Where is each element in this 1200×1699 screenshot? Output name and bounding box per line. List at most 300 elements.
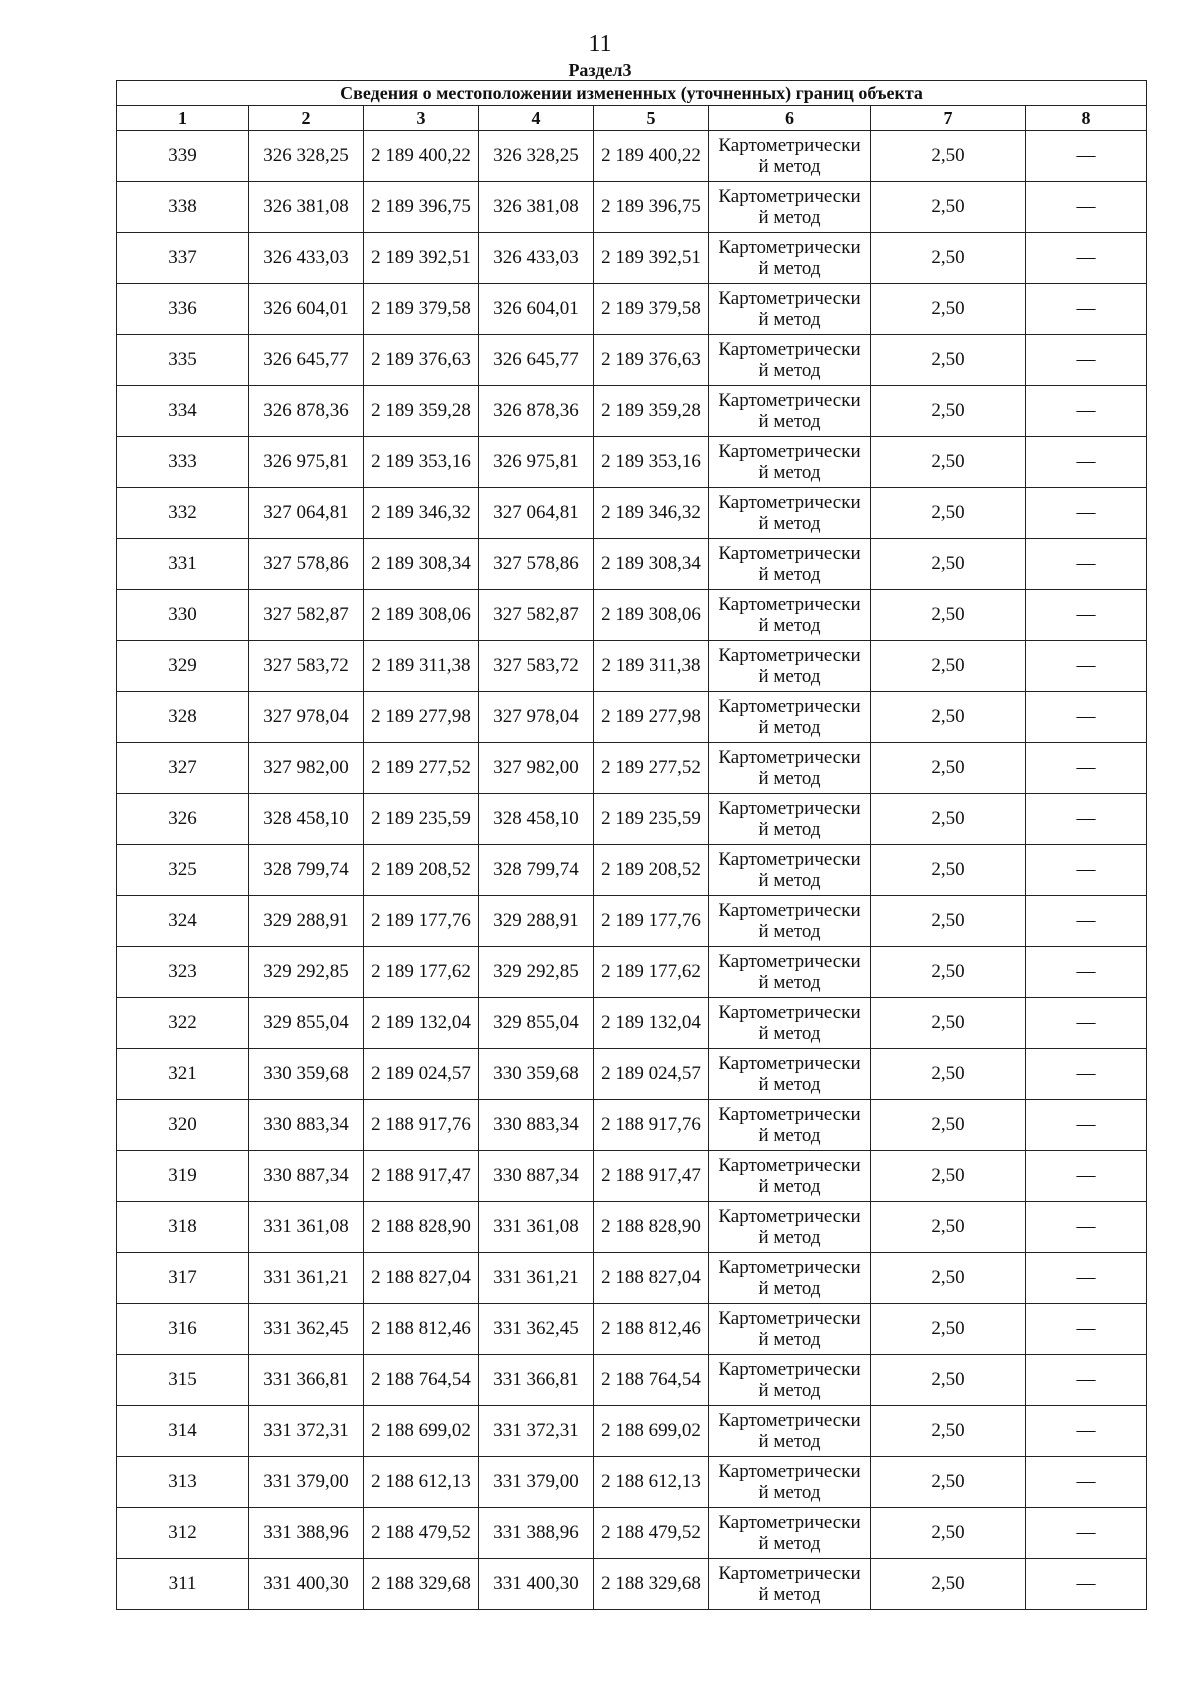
point-number-cell: 314 (117, 1406, 249, 1457)
y-existing-cell: 2 189 308,06 (364, 590, 479, 641)
method-cell (709, 131, 871, 182)
page-number: 11 (588, 31, 612, 57)
accuracy-cell: 2,50 (871, 1202, 1026, 1253)
method-line-1: Картометрически (718, 135, 861, 156)
y-new-cell: 2 189 024,57 (594, 1049, 709, 1100)
coordinates-table (116, 80, 1147, 1610)
accuracy-cell: 2,50 (871, 437, 1026, 488)
table-row (117, 947, 1147, 998)
method-line-2: й метод (758, 1482, 821, 1503)
table-row (117, 488, 1147, 539)
accuracy-cell: 2,50 (871, 845, 1026, 896)
y-new-cell: 2 189 392,51 (594, 233, 709, 284)
note-cell: — (1026, 1559, 1147, 1610)
method-cell (709, 1151, 871, 1202)
method-line-1: Картометрически (718, 1461, 861, 1482)
method-cell (709, 1049, 871, 1100)
point-number-cell: 337 (117, 233, 249, 284)
table-row (117, 386, 1147, 437)
method-cell (709, 1202, 871, 1253)
y-existing-cell: 2 188 828,90 (364, 1202, 479, 1253)
table-row (117, 743, 1147, 794)
point-number-cell: 316 (117, 1304, 249, 1355)
y-new-cell: 2 189 132,04 (594, 998, 709, 1049)
method-line-2: й метод (758, 258, 821, 279)
method-cell (709, 233, 871, 284)
point-number-cell: 335 (117, 335, 249, 386)
y-new-cell: 2 189 379,58 (594, 284, 709, 335)
method-line-2: й метод (758, 1176, 821, 1197)
method-cell (709, 641, 871, 692)
y-new-cell: 2 189 308,34 (594, 539, 709, 590)
method-line-2: й метод (758, 1278, 821, 1299)
accuracy-cell: 2,50 (871, 896, 1026, 947)
method-line-2: й метод (758, 870, 821, 891)
x-existing-cell: 331 372,31 (249, 1406, 364, 1457)
note-cell: — (1026, 1253, 1147, 1304)
method-line-1: Картометрически (718, 594, 861, 615)
accuracy-cell: 2,50 (871, 182, 1026, 233)
y-existing-cell: 2 189 346,32 (364, 488, 479, 539)
method-line-2: й метод (758, 1023, 821, 1044)
note-cell: — (1026, 1304, 1147, 1355)
column-header: 8 (1026, 106, 1147, 131)
method-line-2: й метод (758, 360, 821, 381)
y-existing-cell: 2 189 359,28 (364, 386, 479, 437)
point-number-cell: 336 (117, 284, 249, 335)
method-cell (709, 1253, 871, 1304)
accuracy-cell: 2,50 (871, 1100, 1026, 1151)
y-existing-cell: 2 189 311,38 (364, 641, 479, 692)
point-number-cell: 324 (117, 896, 249, 947)
y-existing-cell: 2 189 177,62 (364, 947, 479, 998)
accuracy-cell: 2,50 (871, 1559, 1026, 1610)
note-cell: — (1026, 1151, 1147, 1202)
x-existing-cell: 331 361,08 (249, 1202, 364, 1253)
column-header: 4 (479, 106, 594, 131)
method-line-1: Картометрически (718, 441, 861, 462)
x-new-cell: 329 292,85 (479, 947, 594, 998)
method-line-2: й метод (758, 462, 821, 483)
table-row (117, 1508, 1147, 1559)
accuracy-cell: 2,50 (871, 947, 1026, 998)
accuracy-cell: 2,50 (871, 1355, 1026, 1406)
y-new-cell: 2 189 208,52 (594, 845, 709, 896)
y-new-cell: 2 188 329,68 (594, 1559, 709, 1610)
method-line-2: й метод (758, 921, 821, 942)
table-row (117, 692, 1147, 743)
table-row (117, 1202, 1147, 1253)
accuracy-cell: 2,50 (871, 998, 1026, 1049)
y-existing-cell: 2 189 396,75 (364, 182, 479, 233)
x-new-cell: 327 978,04 (479, 692, 594, 743)
y-new-cell: 2 188 827,04 (594, 1253, 709, 1304)
note-cell: — (1026, 182, 1147, 233)
table-row (117, 896, 1147, 947)
point-number-cell: 334 (117, 386, 249, 437)
method-cell (709, 284, 871, 335)
y-existing-cell: 2 189 024,57 (364, 1049, 479, 1100)
method-line-2: й метод (758, 207, 821, 228)
method-line-1: Картометрически (718, 288, 861, 309)
accuracy-cell: 2,50 (871, 1253, 1026, 1304)
x-existing-cell: 326 433,03 (249, 233, 364, 284)
method-line-2: й метод (758, 819, 821, 840)
y-new-cell: 2 188 812,46 (594, 1304, 709, 1355)
x-existing-cell: 331 400,30 (249, 1559, 364, 1610)
method-line-1: Картометрически (718, 1053, 861, 1074)
x-new-cell: 327 582,87 (479, 590, 594, 641)
x-existing-cell: 327 578,86 (249, 539, 364, 590)
method-cell (709, 1457, 871, 1508)
accuracy-cell: 2,50 (871, 1406, 1026, 1457)
method-line-1: Картометрически (718, 237, 861, 258)
x-existing-cell: 326 975,81 (249, 437, 364, 488)
accuracy-cell: 2,50 (871, 1457, 1026, 1508)
x-new-cell: 330 359,68 (479, 1049, 594, 1100)
x-existing-cell: 329 855,04 (249, 998, 364, 1049)
x-existing-cell: 327 064,81 (249, 488, 364, 539)
point-number-cell: 322 (117, 998, 249, 1049)
point-number-cell: 317 (117, 1253, 249, 1304)
method-cell (709, 1100, 871, 1151)
column-header: 6 (709, 106, 871, 131)
accuracy-cell: 2,50 (871, 1151, 1026, 1202)
x-existing-cell: 326 878,36 (249, 386, 364, 437)
point-number-cell: 333 (117, 437, 249, 488)
y-new-cell: 2 189 177,76 (594, 896, 709, 947)
method-cell (709, 590, 871, 641)
method-line-2: й метод (758, 1227, 821, 1248)
method-cell (709, 1559, 871, 1610)
accuracy-cell: 2,50 (871, 539, 1026, 590)
point-number-cell: 323 (117, 947, 249, 998)
method-cell (709, 488, 871, 539)
table-caption-row (117, 81, 1147, 106)
y-existing-cell: 2 189 400,22 (364, 131, 479, 182)
x-existing-cell: 329 288,91 (249, 896, 364, 947)
y-existing-cell: 2 189 208,52 (364, 845, 479, 896)
table-row (117, 794, 1147, 845)
x-new-cell: 331 361,08 (479, 1202, 594, 1253)
method-line-2: й метод (758, 309, 821, 330)
column-header-row (117, 106, 1147, 131)
method-line-2: й метод (758, 564, 821, 585)
method-line-1: Картометрически (718, 951, 861, 972)
point-number-cell: 329 (117, 641, 249, 692)
table-row (117, 1559, 1147, 1610)
point-number-cell: 321 (117, 1049, 249, 1100)
table-row (117, 1049, 1147, 1100)
point-number-cell: 320 (117, 1100, 249, 1151)
y-existing-cell: 2 189 177,76 (364, 896, 479, 947)
method-line-2: й метод (758, 666, 821, 687)
method-line-1: Картометрически (718, 1512, 861, 1533)
point-number-cell: 318 (117, 1202, 249, 1253)
y-existing-cell: 2 189 308,34 (364, 539, 479, 590)
method-line-1: Картометрически (718, 1563, 861, 1584)
note-cell: — (1026, 794, 1147, 845)
method-line-1: Картометрически (718, 849, 861, 870)
y-existing-cell: 2 188 764,54 (364, 1355, 479, 1406)
note-cell: — (1026, 488, 1147, 539)
x-new-cell: 331 400,30 (479, 1559, 594, 1610)
note-cell: — (1026, 1406, 1147, 1457)
method-line-1: Картометрически (718, 390, 861, 411)
method-line-1: Картометрически (718, 1002, 861, 1023)
y-new-cell: 2 188 828,90 (594, 1202, 709, 1253)
x-existing-cell: 326 604,01 (249, 284, 364, 335)
note-cell: — (1026, 947, 1147, 998)
x-new-cell: 326 878,36 (479, 386, 594, 437)
y-existing-cell: 2 188 917,47 (364, 1151, 479, 1202)
accuracy-cell: 2,50 (871, 743, 1026, 794)
x-existing-cell: 330 883,34 (249, 1100, 364, 1151)
column-header: 5 (594, 106, 709, 131)
y-existing-cell: 2 189 277,52 (364, 743, 479, 794)
method-line-2: й метод (758, 1431, 821, 1452)
table-row (117, 1100, 1147, 1151)
method-line-1: Картометрически (718, 186, 861, 207)
accuracy-cell: 2,50 (871, 590, 1026, 641)
method-cell (709, 1406, 871, 1457)
table-row (117, 641, 1147, 692)
y-existing-cell: 2 189 235,59 (364, 794, 479, 845)
x-new-cell: 331 366,81 (479, 1355, 594, 1406)
method-cell (709, 437, 871, 488)
y-existing-cell: 2 188 699,02 (364, 1406, 479, 1457)
method-line-1: Картометрически (718, 1308, 861, 1329)
x-existing-cell: 330 887,34 (249, 1151, 364, 1202)
note-cell: — (1026, 1049, 1147, 1100)
y-new-cell: 2 188 699,02 (594, 1406, 709, 1457)
point-number-cell: 315 (117, 1355, 249, 1406)
y-new-cell: 2 189 277,98 (594, 692, 709, 743)
x-new-cell: 326 645,77 (479, 335, 594, 386)
method-line-1: Картометрически (718, 798, 861, 819)
x-existing-cell: 331 388,96 (249, 1508, 364, 1559)
method-line-2: й метод (758, 1074, 821, 1095)
x-existing-cell: 326 328,25 (249, 131, 364, 182)
table-row (117, 1304, 1147, 1355)
x-new-cell: 326 975,81 (479, 437, 594, 488)
method-line-2: й метод (758, 1125, 821, 1146)
method-cell (709, 743, 871, 794)
y-new-cell: 2 189 311,38 (594, 641, 709, 692)
x-new-cell: 326 328,25 (479, 131, 594, 182)
method-cell (709, 1508, 871, 1559)
note-cell: — (1026, 1457, 1147, 1508)
table-row (117, 998, 1147, 1049)
y-new-cell: 2 189 400,22 (594, 131, 709, 182)
method-cell (709, 794, 871, 845)
table-body (117, 131, 1147, 1610)
x-new-cell: 330 887,34 (479, 1151, 594, 1202)
x-existing-cell: 327 582,87 (249, 590, 364, 641)
x-new-cell: 326 433,03 (479, 233, 594, 284)
table-row (117, 1457, 1147, 1508)
note-cell: — (1026, 590, 1147, 641)
method-line-1: Картометрически (718, 1104, 861, 1125)
x-new-cell: 329 855,04 (479, 998, 594, 1049)
point-number-cell: 325 (117, 845, 249, 896)
x-existing-cell: 326 381,08 (249, 182, 364, 233)
note-cell: — (1026, 743, 1147, 794)
table-row (117, 233, 1147, 284)
method-line-2: й метод (758, 411, 821, 432)
note-cell: — (1026, 437, 1147, 488)
column-header: 7 (871, 106, 1026, 131)
accuracy-cell: 2,50 (871, 641, 1026, 692)
y-new-cell: 2 189 353,16 (594, 437, 709, 488)
note-cell: — (1026, 1508, 1147, 1559)
method-cell (709, 692, 871, 743)
accuracy-cell: 2,50 (871, 233, 1026, 284)
y-existing-cell: 2 189 277,98 (364, 692, 479, 743)
y-new-cell: 2 188 764,54 (594, 1355, 709, 1406)
x-existing-cell: 331 366,81 (249, 1355, 364, 1406)
accuracy-cell: 2,50 (871, 284, 1026, 335)
accuracy-cell: 2,50 (871, 1049, 1026, 1100)
note-cell: — (1026, 896, 1147, 947)
accuracy-cell: 2,50 (871, 692, 1026, 743)
method-line-2: й метод (758, 1533, 821, 1554)
point-number-cell: 339 (117, 131, 249, 182)
y-existing-cell: 2 188 612,13 (364, 1457, 479, 1508)
x-new-cell: 326 604,01 (479, 284, 594, 335)
point-number-cell: 328 (117, 692, 249, 743)
note-cell: — (1026, 233, 1147, 284)
method-line-2: й метод (758, 717, 821, 738)
column-header: 1 (117, 106, 249, 131)
method-cell (709, 845, 871, 896)
note-cell: — (1026, 692, 1147, 743)
method-cell (709, 947, 871, 998)
note-cell: — (1026, 335, 1147, 386)
y-existing-cell: 2 189 376,63 (364, 335, 479, 386)
method-line-1: Картометрически (718, 747, 861, 768)
x-new-cell: 331 372,31 (479, 1406, 594, 1457)
method-line-1: Картометрически (718, 1410, 861, 1431)
method-line-1: Картометрически (718, 543, 861, 564)
table-row (117, 437, 1147, 488)
method-line-2: й метод (758, 615, 821, 636)
x-existing-cell: 331 362,45 (249, 1304, 364, 1355)
note-cell: — (1026, 1202, 1147, 1253)
y-existing-cell: 2 188 917,76 (364, 1100, 479, 1151)
accuracy-cell: 2,50 (871, 1304, 1026, 1355)
x-new-cell: 331 379,00 (479, 1457, 594, 1508)
x-existing-cell: 328 458,10 (249, 794, 364, 845)
x-existing-cell: 329 292,85 (249, 947, 364, 998)
table-row (117, 131, 1147, 182)
y-new-cell: 2 188 917,76 (594, 1100, 709, 1151)
point-number-cell: 327 (117, 743, 249, 794)
point-number-cell: 332 (117, 488, 249, 539)
x-existing-cell: 327 978,04 (249, 692, 364, 743)
method-line-2: й метод (758, 1380, 821, 1401)
accuracy-cell: 2,50 (871, 1508, 1026, 1559)
note-cell: — (1026, 284, 1147, 335)
x-new-cell: 328 458,10 (479, 794, 594, 845)
note-cell: — (1026, 998, 1147, 1049)
method-line-1: Картометрически (718, 900, 861, 921)
x-new-cell: 327 982,00 (479, 743, 594, 794)
point-number-cell: 331 (117, 539, 249, 590)
note-cell: — (1026, 641, 1147, 692)
method-cell (709, 1355, 871, 1406)
y-existing-cell: 2 188 479,52 (364, 1508, 479, 1559)
method-cell (709, 386, 871, 437)
table-row (117, 1151, 1147, 1202)
method-line-2: й метод (758, 1329, 821, 1350)
y-new-cell: 2 188 917,47 (594, 1151, 709, 1202)
method-line-1: Картометрически (718, 1155, 861, 1176)
y-new-cell: 2 189 235,59 (594, 794, 709, 845)
table-row (117, 182, 1147, 233)
method-line-2: й метод (758, 972, 821, 993)
x-existing-cell: 327 982,00 (249, 743, 364, 794)
method-line-1: Картометрически (718, 1359, 861, 1380)
method-cell (709, 998, 871, 1049)
section-title: Раздел3 (568, 60, 632, 80)
note-cell: — (1026, 845, 1147, 896)
table-row (117, 1355, 1147, 1406)
y-existing-cell: 2 189 392,51 (364, 233, 479, 284)
method-line-1: Картометрически (718, 696, 861, 717)
column-header: 3 (364, 106, 479, 131)
x-new-cell: 331 361,21 (479, 1253, 594, 1304)
method-line-2: й метод (758, 768, 821, 789)
method-cell (709, 1304, 871, 1355)
method-cell (709, 335, 871, 386)
table-row (117, 335, 1147, 386)
y-existing-cell: 2 188 812,46 (364, 1304, 479, 1355)
x-existing-cell: 328 799,74 (249, 845, 364, 896)
point-number-cell: 326 (117, 794, 249, 845)
point-number-cell: 319 (117, 1151, 249, 1202)
x-new-cell: 327 578,86 (479, 539, 594, 590)
table-caption: Сведения о местоположении измененных (уточненных) границ объекта (117, 81, 1147, 106)
method-cell (709, 182, 871, 233)
column-header: 2 (249, 106, 364, 131)
method-line-1: Картометрически (718, 492, 861, 513)
y-new-cell: 2 188 612,13 (594, 1457, 709, 1508)
note-cell: — (1026, 386, 1147, 437)
method-line-1: Картометрически (718, 1257, 861, 1278)
method-cell (709, 896, 871, 947)
y-existing-cell: 2 189 353,16 (364, 437, 479, 488)
y-new-cell: 2 189 308,06 (594, 590, 709, 641)
method-cell (709, 539, 871, 590)
method-line-1: Картометрически (718, 1206, 861, 1227)
point-number-cell: 313 (117, 1457, 249, 1508)
y-new-cell: 2 189 177,62 (594, 947, 709, 998)
table-row (117, 590, 1147, 641)
x-existing-cell: 330 359,68 (249, 1049, 364, 1100)
x-existing-cell: 331 361,21 (249, 1253, 364, 1304)
accuracy-cell: 2,50 (871, 488, 1026, 539)
y-existing-cell: 2 188 827,04 (364, 1253, 479, 1304)
x-new-cell: 331 362,45 (479, 1304, 594, 1355)
y-new-cell: 2 189 359,28 (594, 386, 709, 437)
x-existing-cell: 326 645,77 (249, 335, 364, 386)
y-new-cell: 2 189 346,32 (594, 488, 709, 539)
x-new-cell: 330 883,34 (479, 1100, 594, 1151)
x-new-cell: 329 288,91 (479, 896, 594, 947)
method-line-2: й метод (758, 156, 821, 177)
y-new-cell: 2 189 396,75 (594, 182, 709, 233)
